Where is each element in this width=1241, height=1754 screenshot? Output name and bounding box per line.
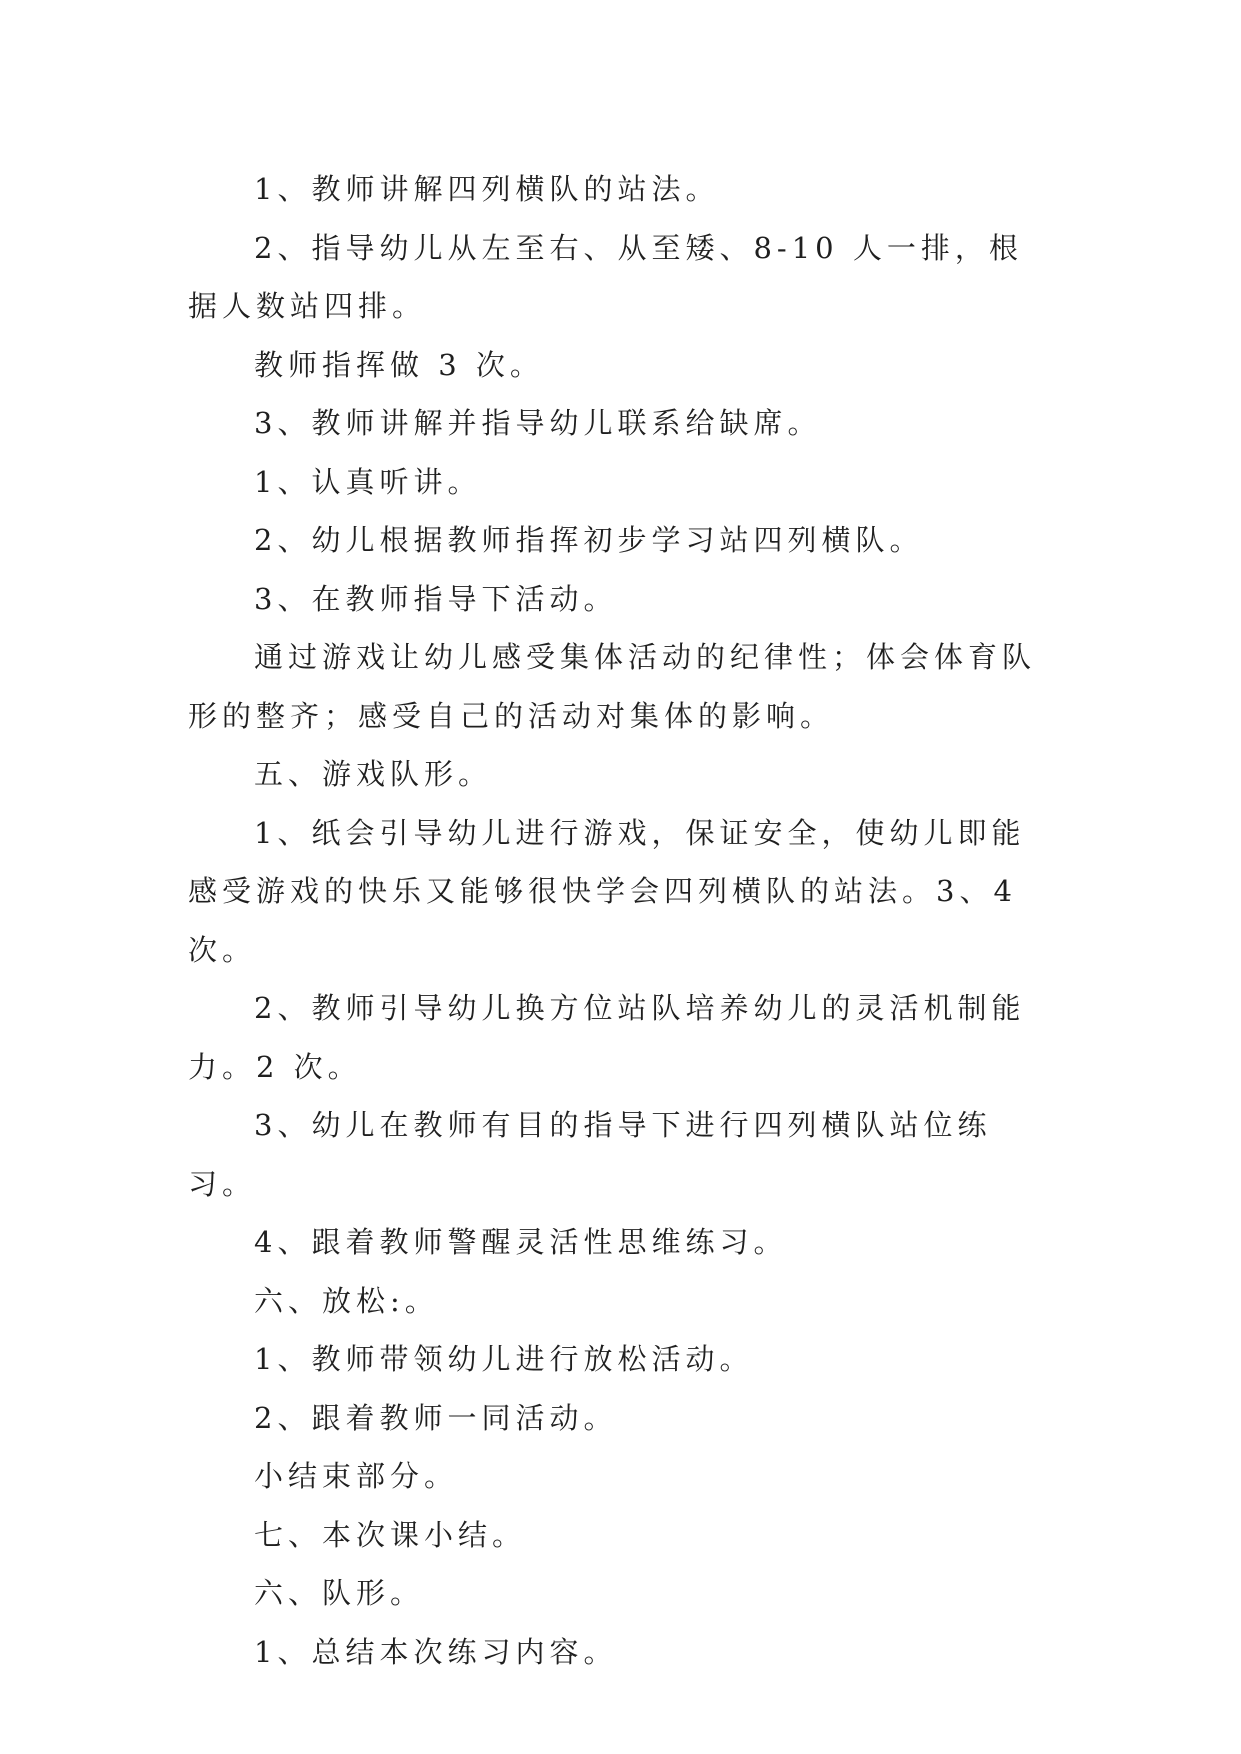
- paragraph: 五、游戏队形。: [254, 757, 493, 791]
- paragraph: 通过游戏让幼儿感受集体活动的纪律性；体会体育队形的整齐；感受自己的活动对集体的影响。: [188, 640, 1037, 733]
- paragraph: 1、总结本次练习内容。: [254, 1634, 618, 1669]
- paragraph: 六、放松:。: [254, 1283, 439, 1318]
- paragraph: 2、幼儿根据教师指挥初步学习站四列横队。: [254, 523, 924, 557]
- paragraph: 小结束部分。: [254, 1459, 459, 1493]
- paragraph: 1、认真听讲。: [254, 464, 482, 499]
- paragraph: 3、在教师指导下活动。: [254, 581, 618, 616]
- paragraph: 教师指挥做 3 次。: [254, 347, 544, 382]
- paragraph: 3、幼儿在教师有目的指导下进行四列横队站位练习。: [188, 1108, 992, 1201]
- document-body: [188, 160, 1056, 1681]
- paragraph: 1、教师带领幼儿进行放松活动。: [254, 1342, 754, 1376]
- paragraph: 1、纸会引导幼儿进行游戏，保证安全，使幼儿即能感受游戏的快乐又能够很快学会四列横队的站法。3、4 次。: [188, 815, 1026, 967]
- paragraph: 2、跟着教师一同活动。: [254, 1400, 618, 1435]
- paragraph: 4、跟着教师警醒灵活性思维练习。: [254, 1225, 788, 1259]
- paragraph: 六、队形。: [254, 1576, 425, 1610]
- paragraph: 七、本次课小结。: [254, 1517, 527, 1552]
- paragraph: 1、教师讲解四列横队的站法。: [254, 172, 720, 206]
- paragraph: 3、教师讲解并指导幼儿联系给缺席。: [254, 406, 822, 440]
- paragraph: 2、教师引导幼儿换方位站队培养幼儿的灵活机制能力。2 次。: [188, 991, 1026, 1084]
- paragraph: 2、指导幼儿从左至右、从至矮、8-10 人一排，根据人数站四排。: [188, 230, 1023, 323]
